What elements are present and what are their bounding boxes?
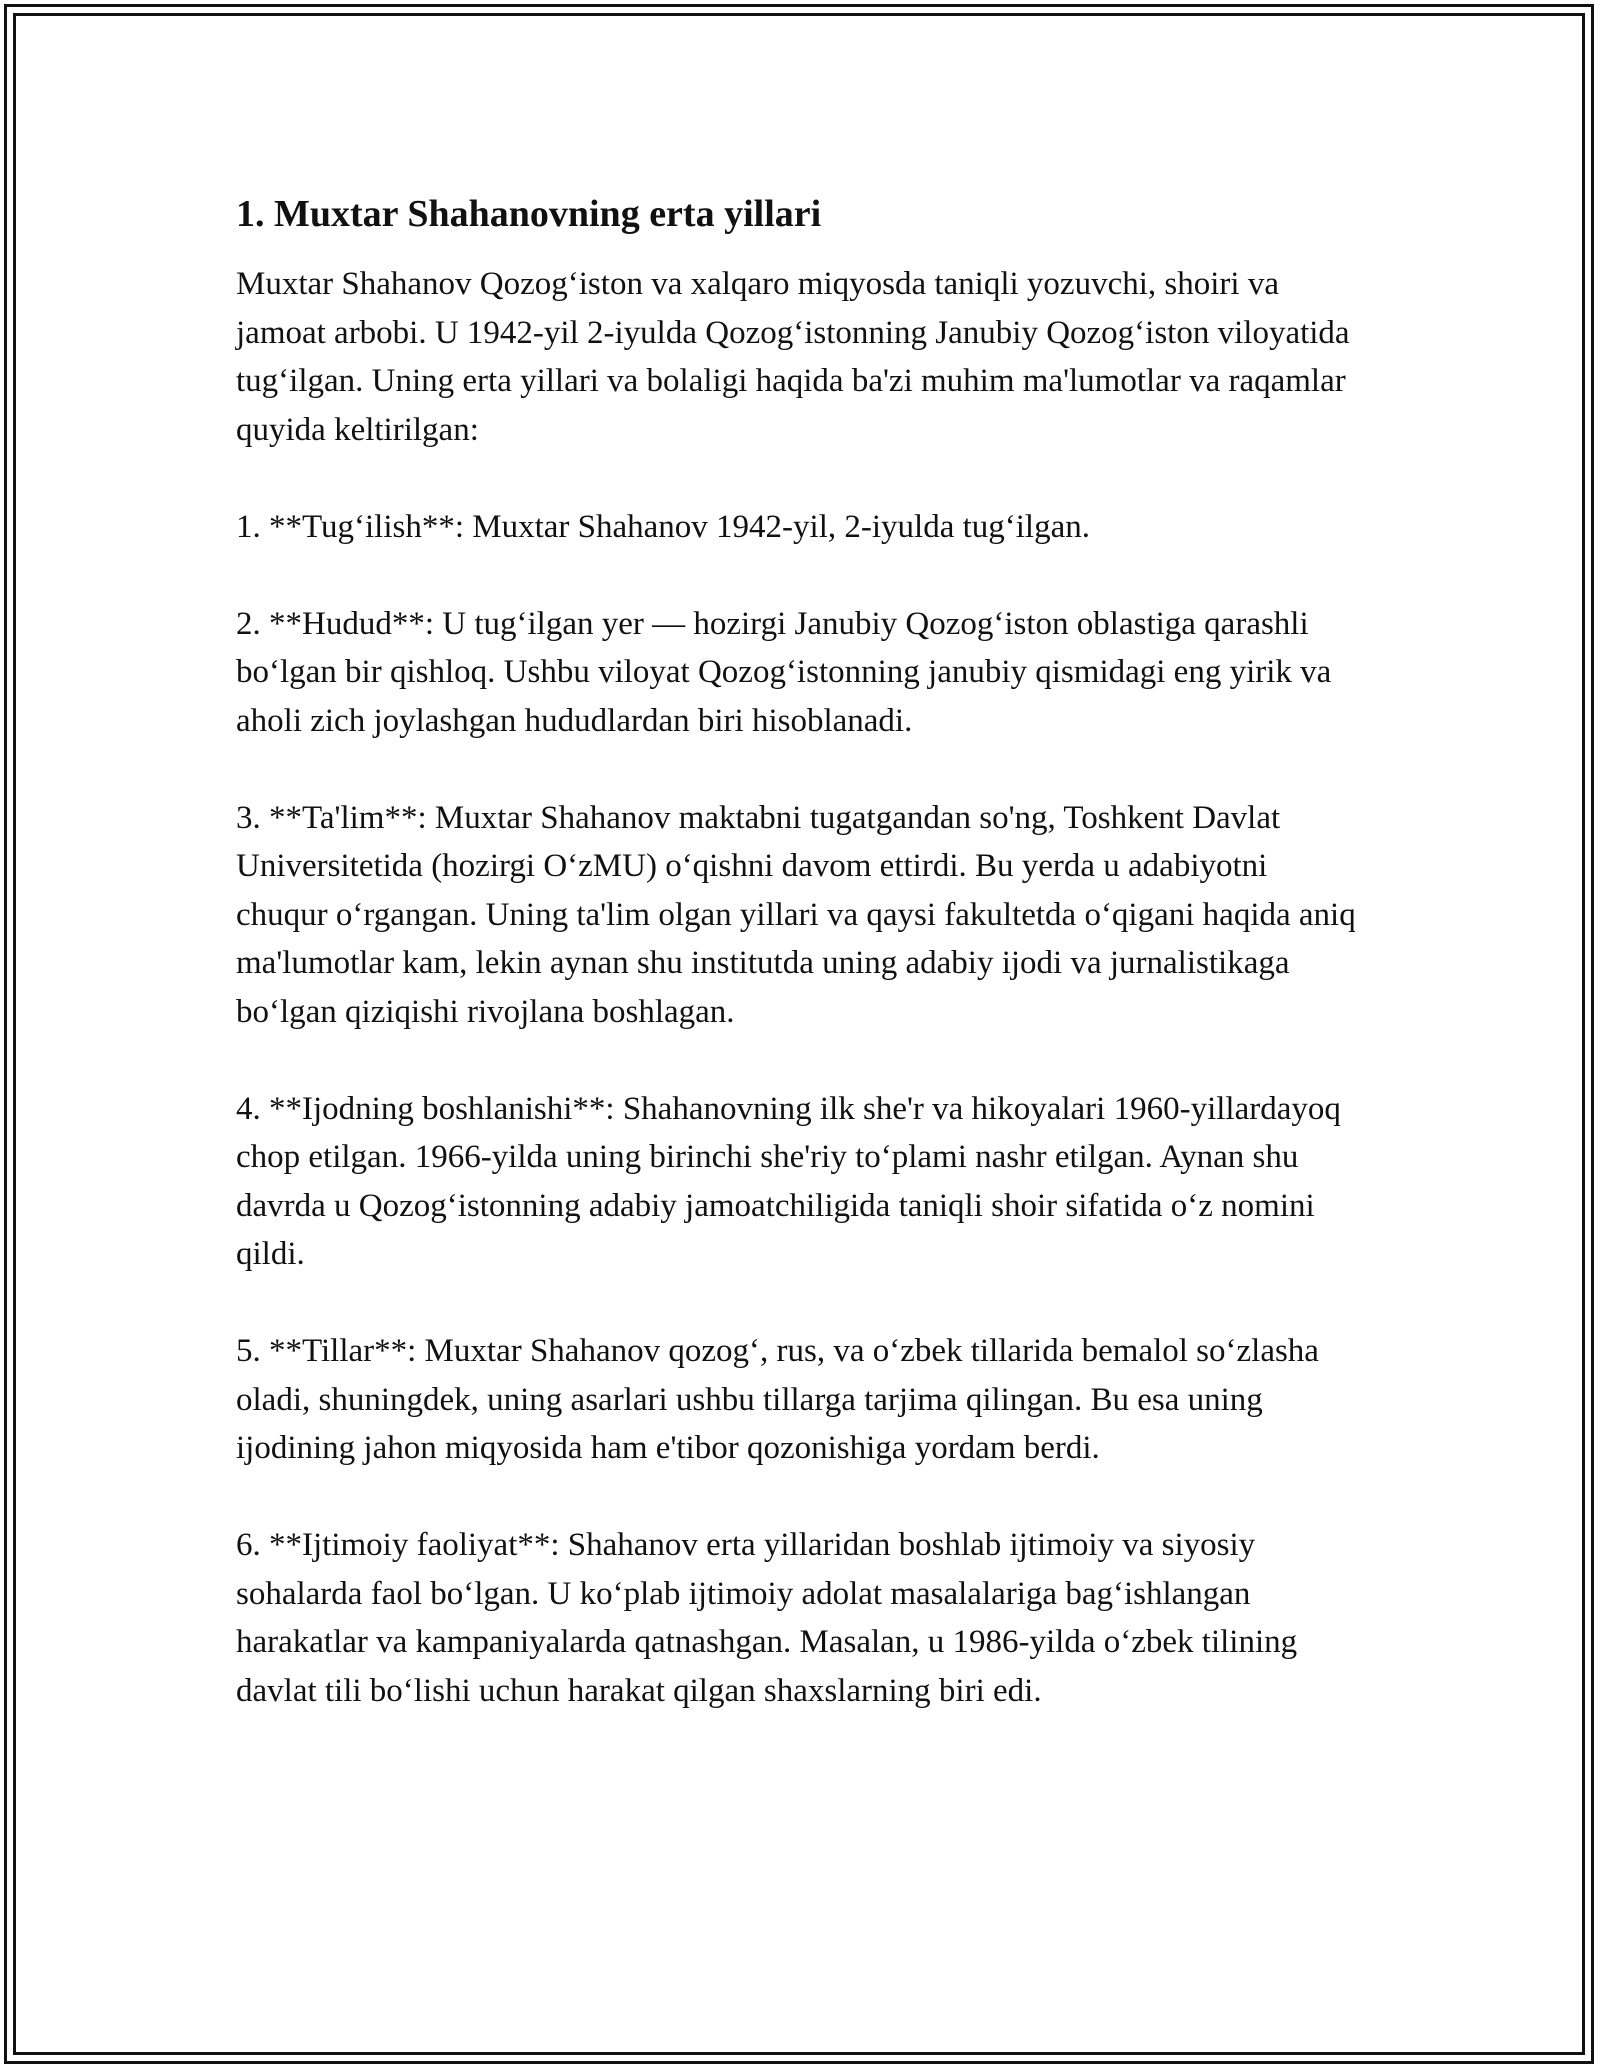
list-item-social-activity: 6. **Ijtimoiy faoliyat**: Shahanov erta yillaridan boshlab ijtimoiy va siyosiy sohalarda faol bo‘lgan. U ko‘plab ijtimoiy adolat masalalariga bag‘ishlangan harakatlar va kampaniyalarda qatnashgan. Masalan, u 1986-yilda o‘zbek tilining davlat tili bo‘lishi uchun harakat qilgan shaxslarning biri edi. xyxy=(236,1527,1298,1709)
list-item-education: 3. **Ta'lim**: Muxtar Shahanov maktabni tugatgandan so'ng, Toshkent Davlat Universitetida (hozirgi O‘zMU) o‘qishni davom ettirdi. Bu yerda u adabiyotni chuqur o‘rgangan. Uning ta'lim olgan yillari va qaysi fakultetda o‘qigani haqida aniq ma'lumotlar kam, lekin aynan shu institutda uning adabiy ijodi va jurnalistikaga bo‘lgan qiziqishi rivojlana boshlagan. xyxy=(236,799,1356,1030)
intro-paragraph: Muxtar Shahanov Qozog‘iston va xalqaro miqyosda taniqli yozuvchi, shoiri va jamoat arbobi. U 1942-yil 2-iyulda Qozog‘istonning Janubiy Qozog‘iston viloyatida tug‘ilgan. Uning erta yillari va bolaligi haqida ba'zi muhim ma'lumotlar va raqamlar quyida keltirilgan: xyxy=(236,266,1350,448)
list-item-creative-start: 4. **Ijodning boshlanishi**: Shahanovning ilk she'r va hikoyalari 1960-yillardayoq chop etilgan. 1966-yilda uning birinchi she'riy to‘plami nashr etilgan. Aynan shu davrda u Qozog‘istonning adabiy jamoatchiligida taniqli shoir sifatida o‘z nomini qildi. xyxy=(236,1090,1341,1272)
section-heading: 1. Muxtar Shahanovning erta yillari xyxy=(236,193,822,235)
list-item-languages: 5. **Tillar**: Muxtar Shahanov qozog‘, rus, va o‘zbek tillarida bemalol so‘zlasha oladi, shuningdek, uning asarlari ushbu tillarga tarjima qilingan. Bu esa uning ijodining jahon miqyosida ham e'tibor qozonishiga yordam berdi. xyxy=(236,1333,1319,1466)
document-body xyxy=(236,190,1366,1764)
list-item-birth: 1. **Tug‘ilish**: Muxtar Shahanov 1942-yil, 2-iyulda tug‘ilgan. xyxy=(236,508,1090,545)
list-item-region: 2. **Hudud**: U tug‘ilgan yer — hozirgi Janubiy Qozog‘iston oblastiga qarashli bo‘lgan bir qishloq. Ushbu viloyat Qozog‘istonning janubiy qismidagi eng yirik va aholi zich joylashgan hududlardan biri hisoblanadi. xyxy=(236,605,1332,739)
